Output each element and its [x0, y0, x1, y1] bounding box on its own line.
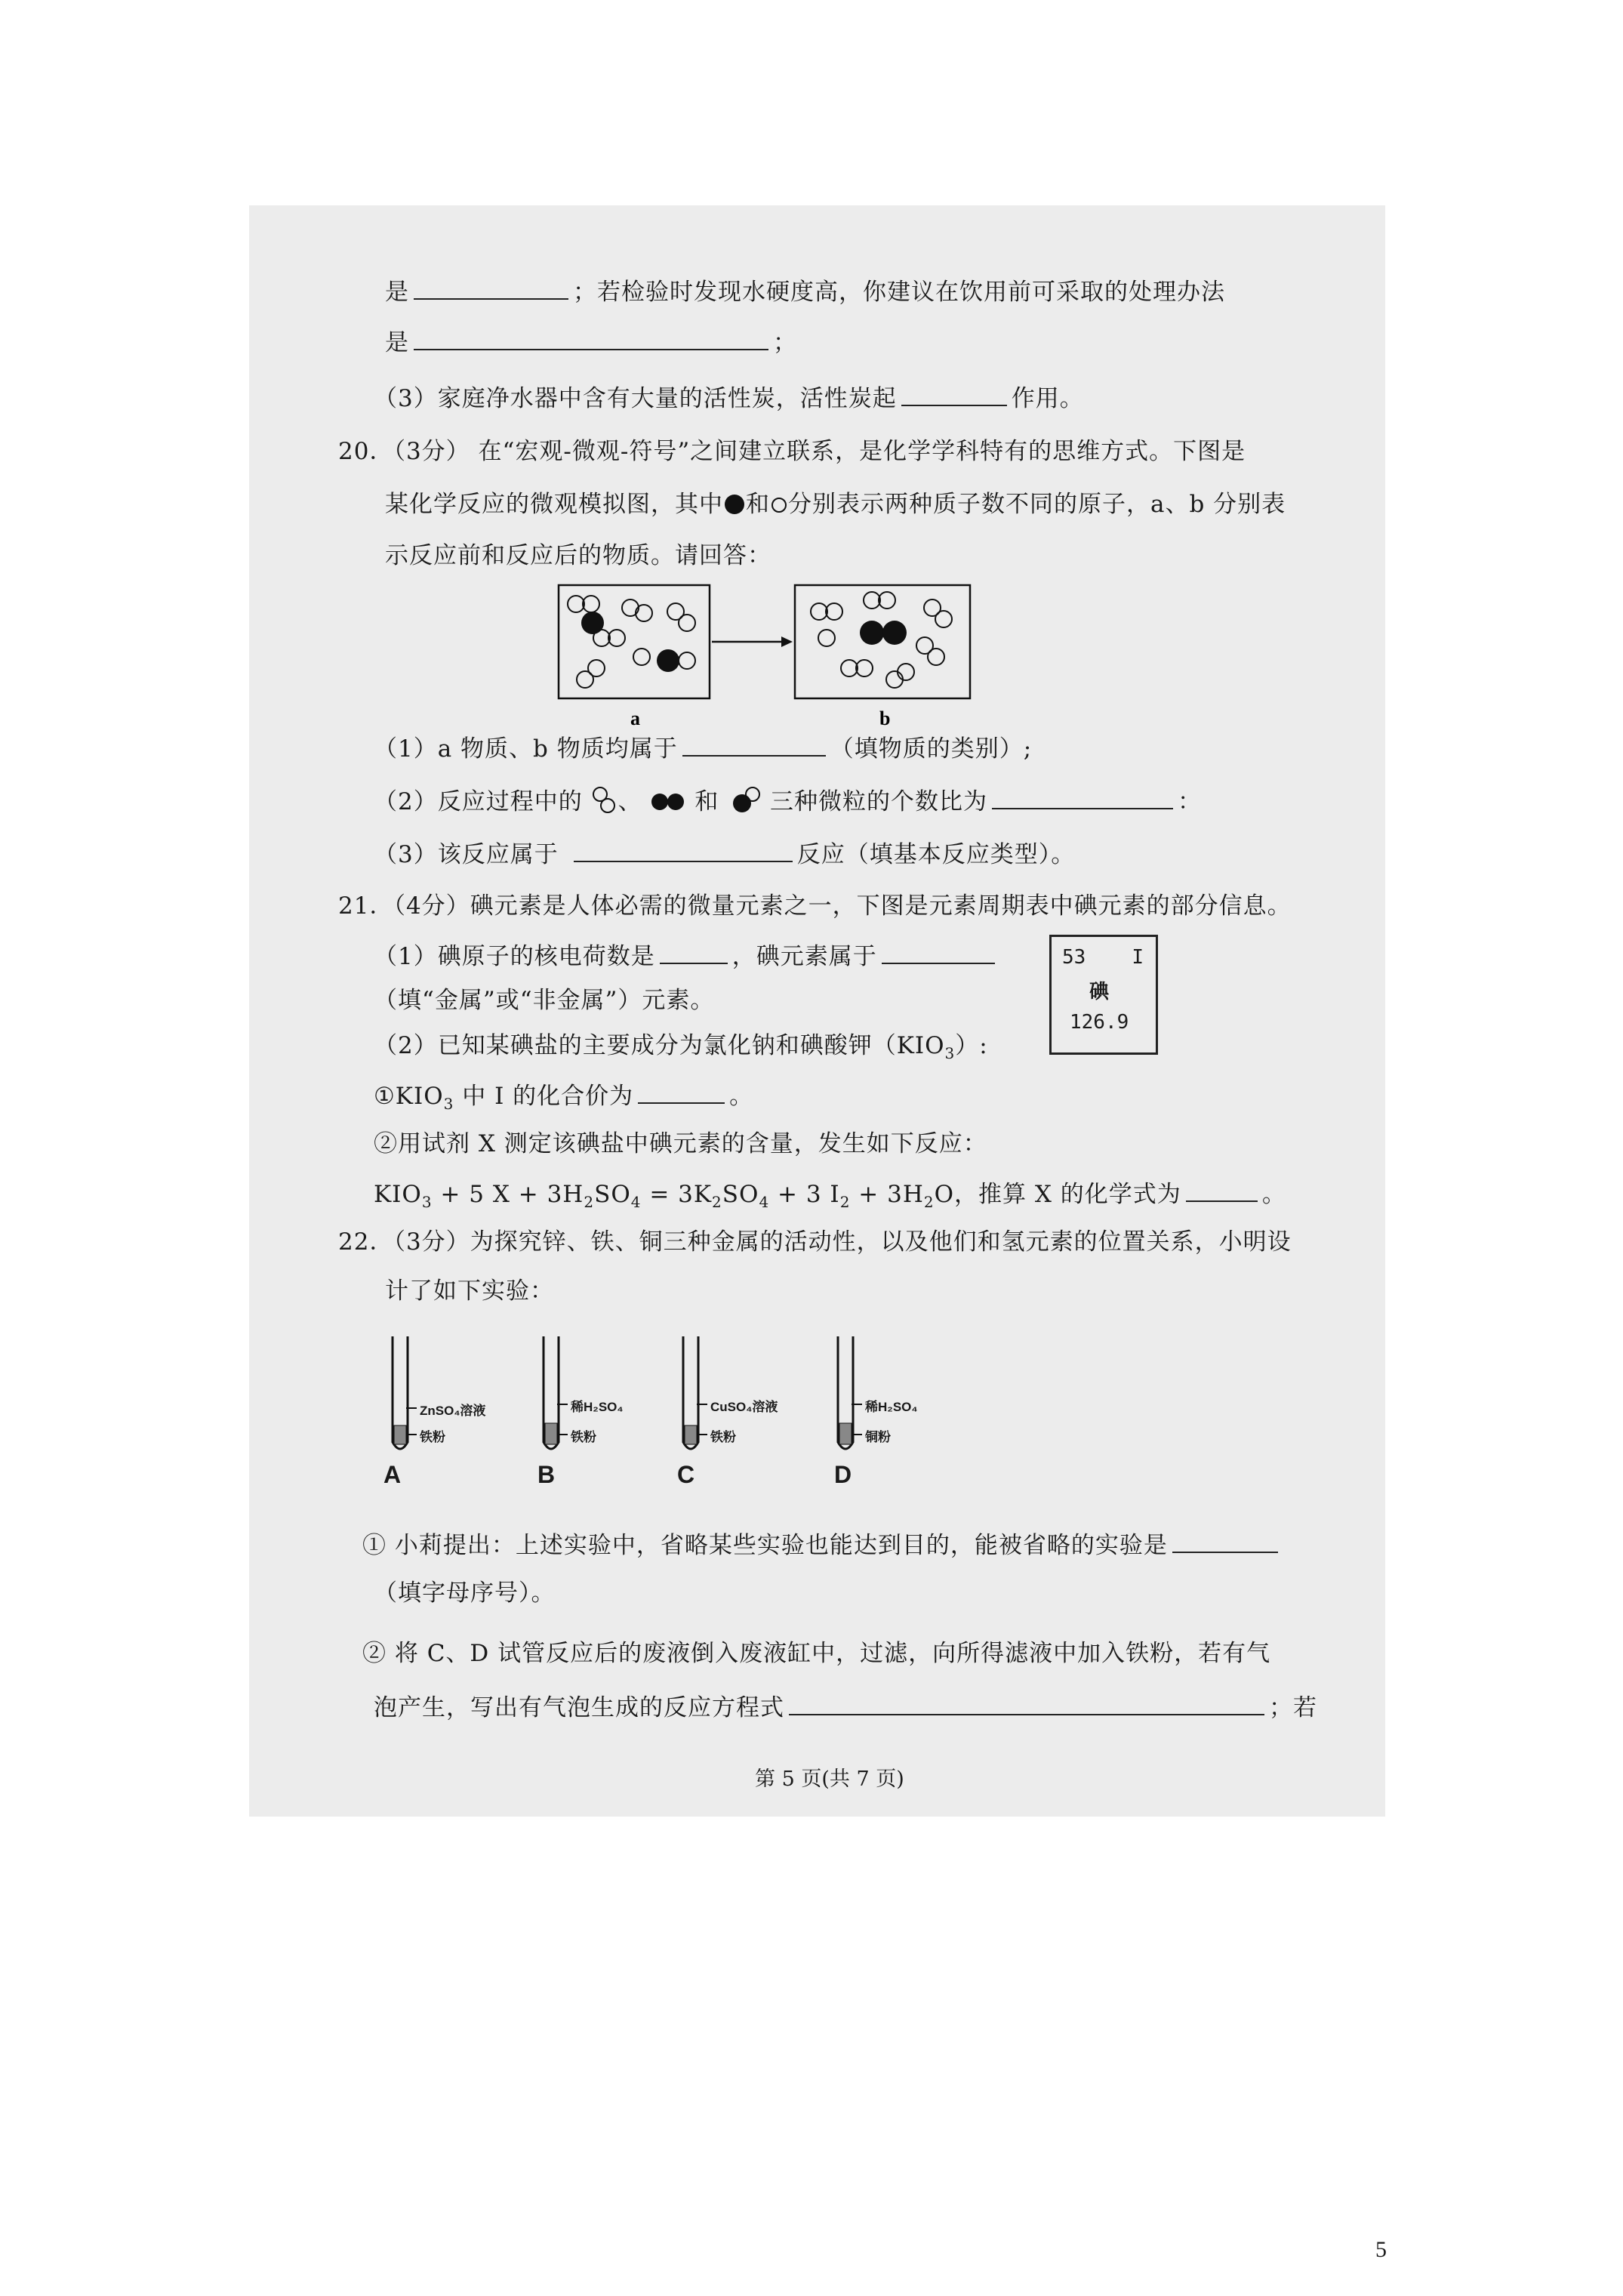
tube-b-letter: B — [537, 1461, 556, 1488]
atomic-number: 53 — [1062, 946, 1086, 969]
tube-c-letter: C — [677, 1461, 695, 1488]
text-line: 某化学反应的微观模拟图，其中 和 分别表示两种质子数不同的原子，a、b 分别表 — [385, 491, 1286, 518]
text-line: ② 将 C、D 试管反应后的废液倒入废液缸中，过滤，向所得滤液中加入铁粉，若有气 — [362, 1640, 1271, 1667]
diatomic-white-molecule-icon — [591, 785, 618, 815]
text-line: （3）家庭净水器中含有大量的活性炭，活性炭起 作用。 — [374, 382, 1084, 414]
compound-molecule-icon — [727, 785, 762, 815]
label-a: a — [630, 707, 640, 729]
atomic-mass: 126.9 — [1070, 1011, 1129, 1034]
tube-d-solution: 稀H₂SO₄ — [865, 1400, 918, 1414]
question-22: 22．（3分）为探究锌、铁、铜三种金属的活动性，以及他们和氢元素的位置关系，小明设 — [338, 1228, 1292, 1256]
diatomic-black-molecule-icon — [650, 792, 686, 812]
tube-a-solution: ZnSO₄溶液 — [420, 1404, 486, 1418]
tube-c-solid: 铁粉 — [710, 1430, 736, 1444]
label-b: b — [879, 707, 891, 729]
page-number: 5 — [1375, 2237, 1387, 2262]
tube-a-letter: A — [383, 1461, 402, 1488]
reaction-micro-diagram — [555, 581, 978, 732]
text-line: （填“金属”或“非金属”）元素。 — [374, 987, 715, 1014]
tube-b-solution: 稀H₂SO₄ — [571, 1400, 624, 1414]
tube-d-solid: 铜粉 — [865, 1430, 891, 1444]
text-line: 是 ； — [385, 326, 797, 358]
chemical-equation: $KIO_3 + 5$ $X + 3H_2SO_4 = 3K_2SO_4 + 3$ $I_2 + 3H_2O$，推算 X 的化学式为 。 — [374, 1178, 1286, 1217]
text-line: （1）a 物质、b 物质均属于 （填物质的类别）; — [374, 732, 1032, 764]
text-line: （2）已知某碘盐的主要成分为氯化钠和碘酸钾$(KIO_3)$: — [374, 1032, 988, 1063]
tube-a-solid: 铁粉 — [420, 1430, 445, 1444]
text-line: （2）反应过程中的 、 和 三种微粒的个数比为 ： — [374, 785, 1202, 817]
tube-d-letter: D — [834, 1461, 852, 1488]
question-20: 20．（3分） 在“宏观-微观-符号”之间建立联系，是化学学科特有的思维方式。下图是 — [338, 438, 1246, 465]
element-symbol: I — [1132, 946, 1144, 969]
text-line: 是 ；若检验时发现水硬度高，你建议在饮用前可采取的处理办法 — [385, 276, 1225, 307]
white-atom-icon — [770, 496, 788, 514]
text-line: 示反应前和反应后的物质。请回答： — [385, 542, 771, 569]
text-line: 计了如下实验： — [385, 1277, 554, 1305]
page-footer: 第 5 页(共 7 页) — [755, 1767, 904, 1791]
iodine-element-card — [1049, 935, 1158, 1055]
text-line: （填字母序号）。 — [374, 1579, 556, 1607]
black-atom-icon — [723, 494, 746, 515]
text-line: ②用试剂 X 测定该碘盐中碘元素的含量，发生如下反应： — [374, 1130, 987, 1157]
text-line: ① 小莉提出：上述实验中，省略某些实验也能达到目的，能被省略的实验是 — [362, 1529, 1283, 1561]
tube-c-solution: CuSO₄溶液 — [710, 1400, 778, 1414]
element-name: 碘 — [1089, 981, 1110, 1003]
question-21: 21．（4分）碘元素是人体必需的微量元素之一，下图是元素周期表中碘元素的部分信息。 — [338, 892, 1292, 920]
text-line: （1）碘原子的核电荷数是 ，碘元素属于 — [374, 940, 999, 972]
text-line: 泡产生，写出有气泡生成的反应方程式 ；若 — [374, 1691, 1317, 1723]
tube-b-solid: 铁粉 — [571, 1430, 596, 1444]
text-line: （3）该反应属于 反应（填基本反应类型）。 — [374, 838, 1075, 870]
text-line: $①KIO_3$ 中 I 的化合价为 。 — [374, 1080, 753, 1119]
